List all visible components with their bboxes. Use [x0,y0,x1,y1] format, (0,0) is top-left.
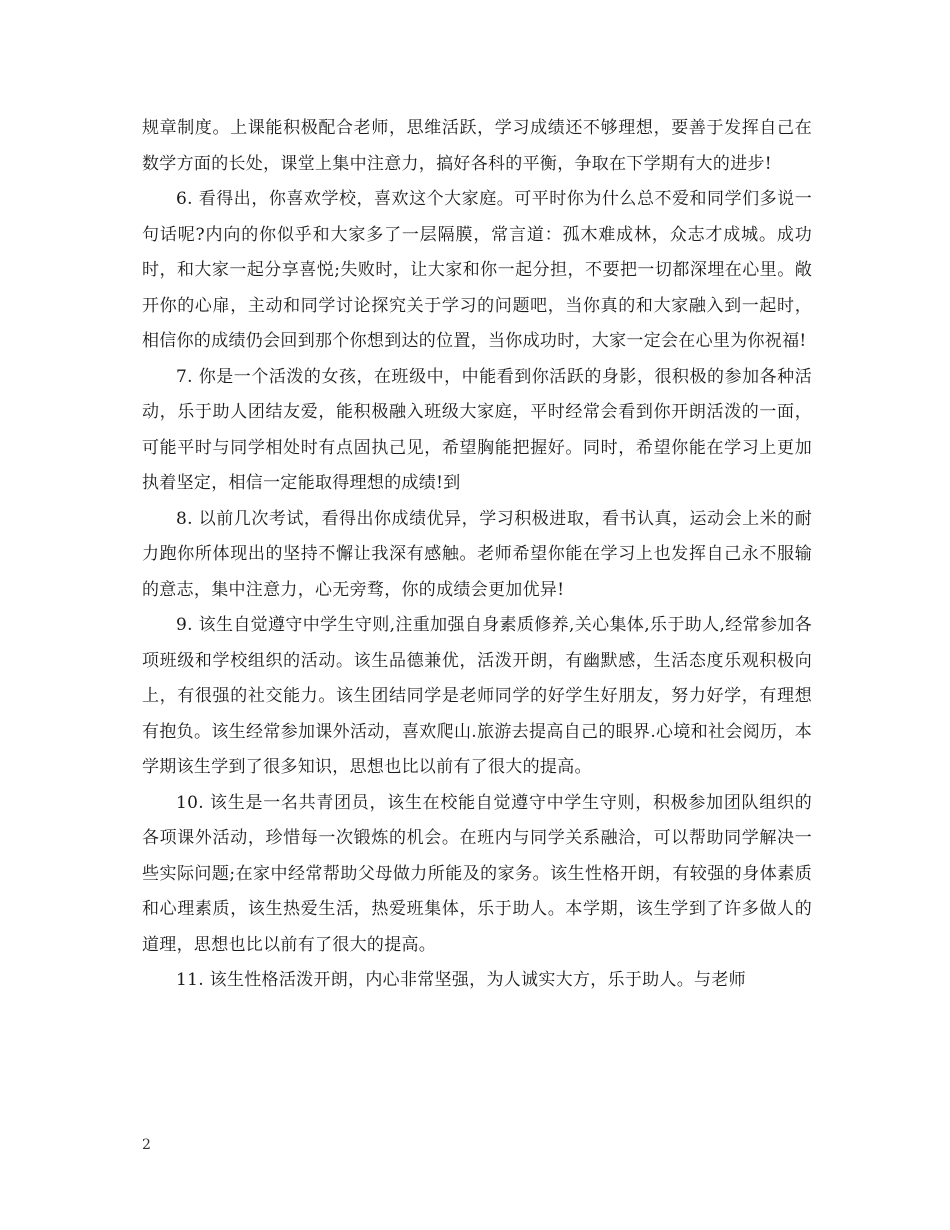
document-body [142,111,812,999]
paragraph-item-9: 9. 该生自觉遵守中学生守则,注重加强自身素质修养,关心集体,乐于助人,经常参加各项班级和学校组织的活动。该生品德兼优，活泼开朗，有幽默感，生活态度乐观积极向上，有很强的社交能力。该生团结同学是老师同学的好学生好朋友，努力好学，有理想有抱负。该生经常参加课外活动，喜欢爬山.旅游去提高自己的眼界.心境和社会阅历，本学期该生学到了很多知识，思想也比以前有了很大的提高。 [142,615,812,777]
paragraph-item-10: 10. 该生是一名共青团员，该生在校能自觉遵守中学生守则，积极参加团队组织的各项课外活动，珍惜每一次锻炼的机会。在班内与同学关系融洽，可以帮助同学解决一些实际问题;在家中经常帮助父母做力所能及的家务。该生性格开朗，有较强的身体素质和心理素质，该生热爱生活，热爱班集体，乐于助人。本学期，该生学到了许多做人的道理，思想也比以前有了很大的提高。 [142,792,812,955]
paragraph-item-6: 6. 看得出，你喜欢学校，喜欢这个大家庭。可平时你为什么总不爱和同学们多说一句话呢?内向的你似乎和大家多了一层隔膜，常言道：孤木难成林，众志才成城。成功时，和大家一起分享喜悦;失败时，让大家和你一起分担，不要把一切都深埋在心里。敞开你的心扉，主动和同学讨论探究关于学习的问题吧，当你真的和大家融入到一起时，相信你的成绩仍会回到那个你想到达的位置，当你成功时，大家一定会在心里为你祝福! [142,189,812,351]
paragraph-continuation: 规章制度。上课能积极配合老师，思维活跃，学习成绩还不够理想，要善于发挥自己在数学方面的长处，课堂上集中注意力，搞好各科的平衡，争取在下学期有大的进步! [142,118,812,174]
paragraph-item-7: 7. 你是一个活泼的女孩，在班级中，中能看到你活跃的身影，很积极的参加各种活动，乐于助人团结友爱，能积极融入班级大家庭，平时经常会看到你开朗活泼的一面，可能平时与同学相处时有点固执己见，希望胸能把握好。同时，希望你能在学习上更加执着坚定，相信一定能取得理想的成绩!到 [142,366,812,493]
page-number: 2 [142,1137,151,1153]
paragraph-item-11: 11. 该生性格活泼开朗，内心非常坚强，为人诚实大方，乐于助人。与老师 [176,970,746,990]
paragraph-item-8: 8. 以前几次考试，看得出你成绩优异，学习积极进取，看书认真，运动会上米的耐力跑你所体现出的坚持不懈让我深有感触。老师希望你能在学习上也发挥自己永不服输的意志，集中注意力，心无旁骛，你的成绩会更加优异! [142,508,812,600]
